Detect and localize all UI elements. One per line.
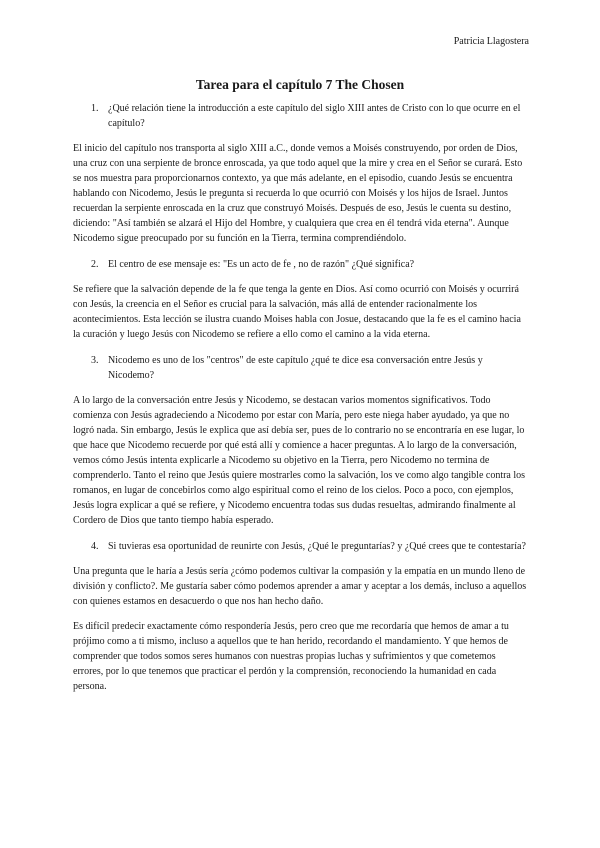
question-3-number: 3. bbox=[91, 355, 99, 366]
answer-3-paragraph-1: A lo largo de la conversación entre Jesús y Nicodemo, se destacan varios momentos significativos. Todo comienza con Jesús agradeciendo a Nicodemo por estar con María, pero este niega haber ayudado, ya que no logró nada. Sin embargo, Jesús le explica que así debía ser, pues de lo contrario no se encontraría en ese lugar, lo que hace que Nicodemo recuerde por qué está allí y comience a hacer preguntas. A lo largo de la conversación, vemos cómo Jesús intenta explicarle a Nicodemo su objetivo en la Tierra, pero Nicodemo no termina de comprenderlo. Tanto el reino que Jesús quiere mostrarles como la salvación, los ve como algo tangible contra los romanos, en lugar de concebirlos como algo espiritual como el reino de los cielos. Poco a poco, con ejemplos, Jesús logra explicar a qué se refiere, y Nicodemo encuentra todas sus dudas resueltas, admirando finalmente al Cordero de Dios que tanto tiempo había esperado. bbox=[73, 395, 526, 526]
answer-4-paragraph-2: Es difícil predecir exactamente cómo respondería Jesús, pero creo que me recordaría que hemos de amar a tu prójimo como a ti mismo, incluso a aquellos que te han herido, recordando el mandamiento. Y que hemos de comprender que todos somos seres humanos con nuestras propias luchas y sufrimientos y que cometemos errores, por lo que tenemos que practicar el perdón y la comprensión, reconociendo la humanidad en cada persona. bbox=[73, 621, 509, 692]
question-2-number: 2. bbox=[91, 259, 99, 270]
answer-2-paragraph-1: Se refiere que la salvación depende de la fe que tenga la gente en Dios. Así como ocurrió con Moisés y ocurrirá con Jesús, la creencia en el Señor es crucial para la salvación, más allá de entender racionalmente los acontecimientos. Esta lección se ilustra cuando Moises habla con Josue, destacando que la fe es el camino hacia la curación y luego Jesús con Nicodemo se refiere a ello como el camino a la vida eterna. bbox=[73, 284, 521, 340]
question-1-text: ¿Qué relación tiene la introducción a este capítulo del siglo XIII antes de Cristo con lo que ocurre en el capítulo? bbox=[108, 103, 521, 129]
document-title: Tarea para el capítulo 7 The Chosen bbox=[195, 77, 405, 92]
author-name: Patricia Llagostera bbox=[453, 36, 529, 47]
question-4-text: Si tuvieras esa oportunidad de reunirte con Jesús, ¿Qué le preguntarías? y ¿Qué crees que te contestaría? bbox=[108, 541, 526, 552]
question-1 bbox=[73, 101, 528, 131]
question-4-number: 4. bbox=[91, 541, 99, 552]
question-3-text: Nicodemo es uno de los "centros" de este capítulo ¿qué te dice esa conversación entre Jesús y Nicodemo? bbox=[108, 355, 483, 381]
question-1-number: 1. bbox=[91, 103, 99, 114]
question-2 bbox=[73, 257, 528, 272]
document-body bbox=[73, 101, 528, 694]
answer-4-paragraph-1: Una pregunta que le haría a Jesús sería ¿cómo podemos cultivar la compasión y la empatía en un mundo lleno de división y conflicto?. Me gustaría saber cómo podemos aprender a amar y aceptar a los demás, incluso a aquellos con quienes estamos en desacuerdo o que nos han hecho daño. bbox=[73, 566, 527, 607]
question-2-text: El centro de ese mensaje es: "Es un acto de fe , no de razón" ¿Qué significa? bbox=[108, 259, 415, 270]
question-3 bbox=[73, 353, 528, 383]
question-4 bbox=[73, 539, 528, 554]
answer-1-paragraph-1: El inicio del capítulo nos transporta al siglo XIII a.C., donde vemos a Moisés construyendo, por orden de Dios, una cruz con una serpiente de bronce enroscada, ya que todo aquel que la mire y crea en el Señor se curará. Esto se nos muestra para proporcionarnos contexto, ya que más adelante, en el episodio, cuando Jesús se encuentra hablando con Nicodemo, Jesús le pregunta si recuerda lo que ocurrió con Moisés y los hijos de Israel. Juntos recuerdan la serpiente enroscada en la cruz que construyó Moisés. Después de eso, Jesús le cuenta su destino, diciendo: "Así también se alzará el Hijo del Hombre, y cualquiera que crea en él tendrá vida eterna". Aunque Nicodemo sigue preocupado por su función en la Tierra, termina comprendiéndolo. bbox=[73, 143, 523, 244]
